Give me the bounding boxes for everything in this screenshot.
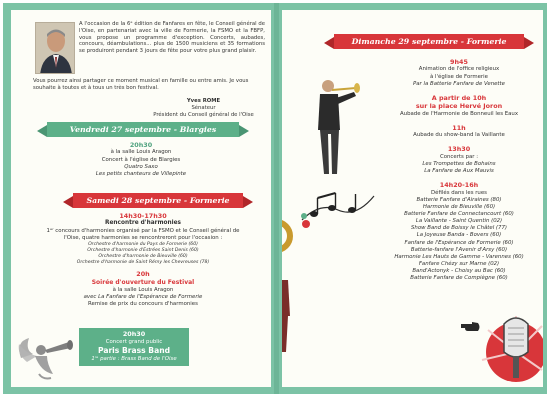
friday-program — [41, 141, 241, 178]
saturday-line-2: avec La Fanfare de l'Espérance de Formerie — [83, 293, 203, 300]
intro-closing-text: Vous pourrez ainsi partager ce moment musical en famille ou entre amis. Je vous souhaite à toutes et à tous un très bon festival. — [33, 78, 249, 91]
friday-time: 20h30 — [129, 141, 153, 149]
sunday-banner: Dimanche 29 septembre - Formerie — [334, 34, 524, 49]
brochure-sheet — [3, 3, 547, 394]
parade-item: Batterie-fanfare l'Avenir d'Arsy (60) — [410, 246, 508, 253]
parade-item: Harmonie de Bieuville (60) — [422, 203, 496, 210]
sunday-s2-title-1: A partir de 10h — [431, 93, 487, 102]
sunday-s3-line: Aubade du show-band la Vaillante — [413, 132, 505, 139]
saturday-time-1: 14h30-17h30 — [119, 212, 167, 220]
sunday-s1-line-1: Animation de l'office religieux — [418, 66, 500, 73]
parade-item: Show Band de Boissy le Châtel (77) — [411, 225, 507, 232]
sunday-time-3: 11h — [452, 123, 466, 132]
parade-item: La Joyeuse Banda - Bovers (60) — [416, 232, 502, 239]
signer-role: Président du Conseil général de l'Oise — [153, 111, 254, 118]
saturday-line-3: Remise de prix du concours d'harmonies — [88, 300, 198, 307]
microphone-icon — [480, 310, 543, 387]
saturday-time-2: 20h — [136, 270, 150, 279]
saturday-event-2: Soirée d'ouverture du Festival — [91, 278, 195, 286]
parade-item: Band'Actonyk - Choisy au Bac (60) — [412, 268, 506, 275]
saturday-desc-1: 1ᵉʳ concours d'harmonies organisé par la FSMO et le Conseil général de l'Oise, quatre harmonies se rencontreront pour l'occasion : — [46, 228, 240, 242]
sousaphone-player-icon — [282, 220, 306, 356]
friday-line-1: à la salle Louis Aragon — [110, 149, 172, 156]
friday-group-1: Quatro Saxo — [124, 163, 158, 170]
concert-box — [79, 328, 189, 366]
saturday-line-1: à la salle Louis Aragon — [112, 286, 174, 293]
saturday-banner: Samedi 28 septembre - Formerie — [73, 193, 243, 208]
parade-item: Harmonie Les Hauts de Gamme - Varennes (60) — [394, 253, 524, 260]
sunday-program — [378, 58, 540, 282]
parade-item: Batterie Fanfare d'Airaines (80) — [416, 196, 502, 203]
sunday-s2-line: Aubade de l'Harmonie de Bonneuil les Eaux — [399, 110, 519, 117]
harmony-1: Orchestre d'harmonie du Pays de Formerie (60) — [88, 242, 198, 248]
signer-title: Sénateur — [191, 104, 216, 111]
saturday-event-1: Rencontre d'harmonies — [105, 220, 181, 227]
parade-item: Fanfare Chézy sur Marne (02) — [418, 260, 500, 267]
center-fold — [274, 3, 279, 394]
sunday-s1-line-2: à l'église de Formerie — [430, 73, 488, 80]
concert-sub: 1ʳᵉ partie : Brass Band de l'Oise — [91, 356, 177, 363]
sunday-time-1: 9h45 — [450, 58, 468, 66]
harmony-2: Orchestre d'harmonie d'Estrées Saint Denis (60) — [87, 248, 199, 254]
sunday-s1-line-3: Par la Batterie Fanfare de Venette — [413, 80, 505, 87]
sunday-s4-line-3: La Fanfare de Aux Mauvis — [424, 168, 494, 175]
sunday-s2-title-2: sur la place Hervé Joron — [415, 102, 503, 111]
parade-item: Batterie Fanfare de Connectancourt (60) — [404, 211, 514, 218]
harmony-3: Orchestre d'harmonie de Bieuville (60) — [98, 254, 188, 260]
music-notes-icon — [300, 188, 376, 230]
friday-line-2: Concert à l'église de Blargies — [101, 156, 181, 163]
friday-group-2: Les petits chanteurs de Villepinte — [95, 170, 187, 177]
sunday-time-4: 13h30 — [447, 145, 471, 154]
friday-banner: Vendredi 27 septembre - Blargies — [47, 122, 239, 137]
portrait-photo-icon — [35, 22, 75, 74]
signer-name: Yves ROME — [186, 98, 221, 104]
harmony-4: Orchestre d'harmonie de Saint Rémy les Chevreuses (78) — [76, 260, 210, 266]
signature-block — [141, 98, 266, 119]
parade-item: Fanfare de l'Espérance de Formerie (60) — [404, 239, 514, 246]
right-panel — [282, 10, 543, 387]
pointing-hand-icon — [460, 320, 482, 334]
sunday-time-5: 14h20-16h — [439, 181, 479, 190]
sunday-s5-intro: Défilés dans les rues — [431, 189, 487, 196]
concert-line: Concert grand public — [105, 338, 163, 345]
sunday-s4-line-1: Concerts par : — [439, 153, 479, 160]
left-panel — [11, 10, 271, 387]
sunday-s4-line-2: Les Trompettes de Bohains — [422, 161, 496, 168]
angel-trumpeter-icon — [13, 328, 75, 382]
trumpet-player-icon — [310, 76, 362, 178]
concert-time: 20h30 — [122, 330, 146, 338]
parade-item: La Vaillante - Saint Quentin (02) — [415, 218, 503, 225]
saturday-program — [39, 212, 247, 308]
intro-text: A l'occasion de la 6ᵉ édition de Fanfares en fête, le Conseil général de l'Oise, en partenariat avec la ville de Formerie, la FSMO et la FBFP, vous propose un programme d'exception. Concerts, aubades, concours, déambulations... plus de 1500 musiciens et 35 formations se produiront pendant 3 jours de fête pour votre plus grand plaisir. — [79, 21, 265, 55]
concert-title: Paris Brass Band — [97, 345, 171, 355]
parade-item: Batterie Fanfare de Compiègne (60) — [410, 275, 508, 282]
